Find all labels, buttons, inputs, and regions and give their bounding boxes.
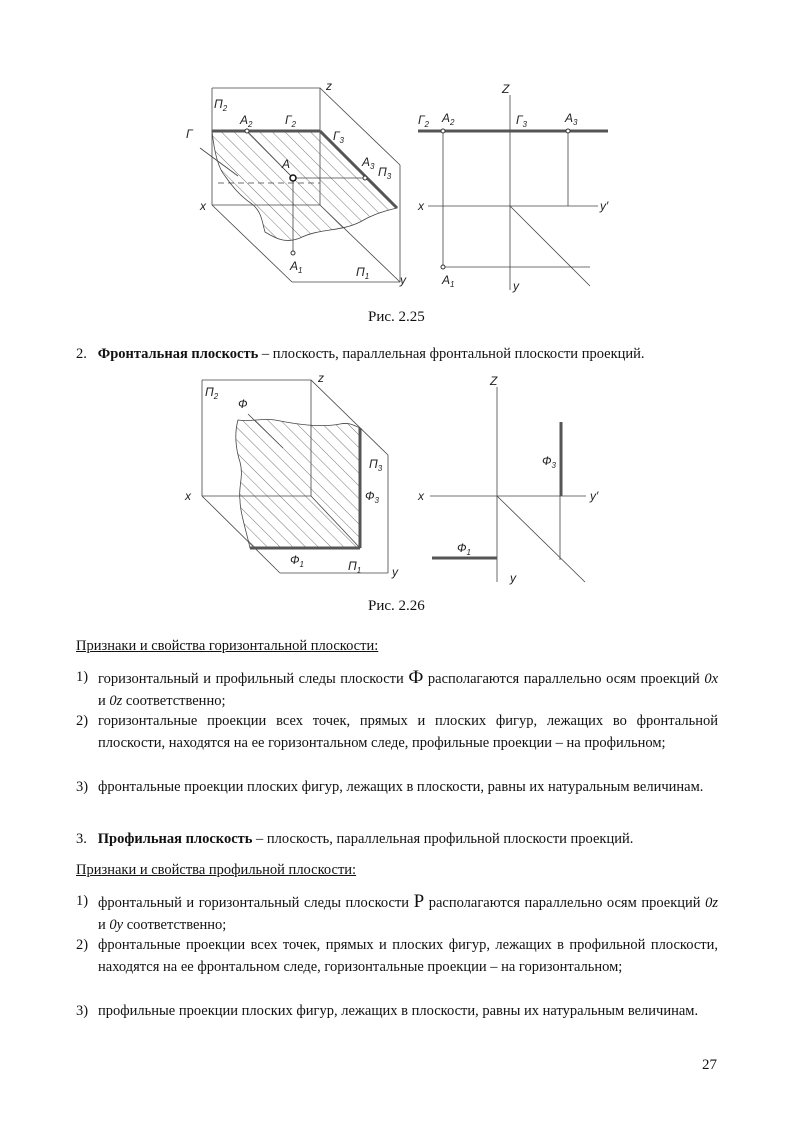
item-3-profile-plane (76, 829, 718, 851)
fig225-label-x: x (200, 199, 206, 213)
fig225-label-z: z (326, 79, 332, 93)
plane-symbol-p: Р (413, 891, 425, 912)
item-2-definition: – плоскость, параллельная фронтальной плоскости проекций. (258, 346, 645, 362)
fig225-label-a1: $A_1$ (290, 259, 303, 275)
fig225-label-p1: $П_1$ (356, 265, 370, 281)
fig225-label-p3: $П_3$ (378, 165, 392, 181)
fig225-r-label-a3: $A_3$ (565, 111, 578, 127)
fig225-label-gamma: Г (186, 127, 193, 141)
fig226-label-p1: $П_1$ (348, 559, 362, 575)
fig226-r-label-y: y (510, 571, 516, 585)
list-item: 3) фронтальные проекции плоских фигур, лежащих в плоскости, равны их натуральным величинам. (76, 779, 704, 795)
fig225-point-a (290, 175, 296, 181)
fig225-label-g3: $Г_3$ (333, 129, 344, 145)
fig226-r-label-yprime: y′ (590, 489, 599, 503)
item-3-term: Профильная плоскость (97, 831, 253, 847)
fig226-r-label-f3: $Ф_3$ (542, 454, 556, 470)
list-item: 3) профильные проекции плоских фигур, лежащих в плоскости, равны их натуральным величинам. (76, 1003, 699, 1019)
fig225-r-label-g2: $Г_2$ (418, 113, 429, 129)
item-3-number: 3. (76, 831, 87, 847)
fig225-r-label-g3: $Г_3$ (516, 113, 527, 129)
fig226-orthographic (430, 387, 586, 582)
page-number: 27 (702, 1057, 717, 1073)
fig226-label-p3: $П_3$ (369, 457, 383, 473)
fig225-point-a2 (245, 129, 249, 133)
fig225-r-label-x: x (418, 199, 424, 213)
fig226-plane-phi (236, 419, 360, 548)
fig225-r-label-z: Z (502, 82, 510, 96)
fig225-point-a3 (363, 176, 367, 180)
fig225-label-y: y (400, 273, 406, 287)
plane-symbol-phi: Ф (408, 667, 424, 688)
item-2-number: 2. (76, 346, 87, 362)
list-item: 1) фронтальный и горизонтальный следы плоскости Р располагаются параллельно осям проекций 0z и 0y соответственно; (76, 891, 718, 933)
fig225-r-label-yprime: y′ (600, 199, 609, 213)
item-2-term: Фронтальная плоскость (97, 346, 259, 362)
section-profile-heading: Признаки и свойства профильной плоскости: (76, 862, 357, 878)
fig226-r-label-z: Z (490, 374, 498, 388)
list-item: 1) горизонтальный и профильный следы плоскости Ф располагаются параллельно осям проекций 0x и 0z соответственно; (76, 667, 718, 709)
fig225-r-label-a2: $A_2$ (442, 111, 455, 127)
fig226-label-f1: $Ф_1$ (290, 553, 304, 569)
fig226-r-label-x: x (418, 489, 424, 503)
figure-2-26-caption: Рис. 2.26 (368, 598, 425, 614)
fig226-label-x: x (185, 489, 191, 503)
figure-2-25-caption: Рис. 2.25 (368, 309, 425, 325)
fig225-r-label-a1: $A_1$ (442, 273, 455, 289)
fig225-label-a2: $A_2$ (240, 113, 253, 129)
fig225-label-a3: $A_3$ (362, 155, 375, 171)
list-item: 2) фронтальные проекции всех точек, прямых и плоских фигур, лежащих в профильной плоскости, находятся на ее фронтальном следе, горизонтальные проекции – на горизонтальном; (76, 937, 718, 975)
fig225-r-label-y: y (513, 279, 519, 293)
fig225-label-p2: $П_2$ (214, 97, 228, 113)
fig225-label-a: A (282, 157, 291, 171)
list-item: 2) горизонтальные проекции всех точек, прямых и плоских фигур, лежащих во фронтальной плоскости, находятся на ее горизонтальном следе, профильные проекции – на профильном; (76, 713, 718, 751)
fig226-label-y: y (392, 565, 398, 579)
section-horizontal-heading: Признаки и свойства горизонтальной плоскости: (76, 638, 379, 654)
fig226-label-p2: $П_2$ (205, 385, 219, 401)
figure-2-25 (0, 0, 794, 300)
fig226-r-label-f1: $Ф_1$ (457, 541, 471, 557)
fig226-label-phi: Ф (238, 397, 248, 411)
fig225-label-g2: $Г_2$ (285, 113, 296, 129)
fig226-label-f3: $Ф_3$ (365, 489, 379, 505)
fig225-plane-gamma (212, 131, 397, 240)
fig226-label-z: z (318, 371, 324, 385)
fig225-point-a1 (291, 251, 295, 255)
figure-2-26 (0, 360, 794, 590)
item-3-definition: – плоскость, параллельная профильной плоскости проекций. (252, 831, 634, 847)
